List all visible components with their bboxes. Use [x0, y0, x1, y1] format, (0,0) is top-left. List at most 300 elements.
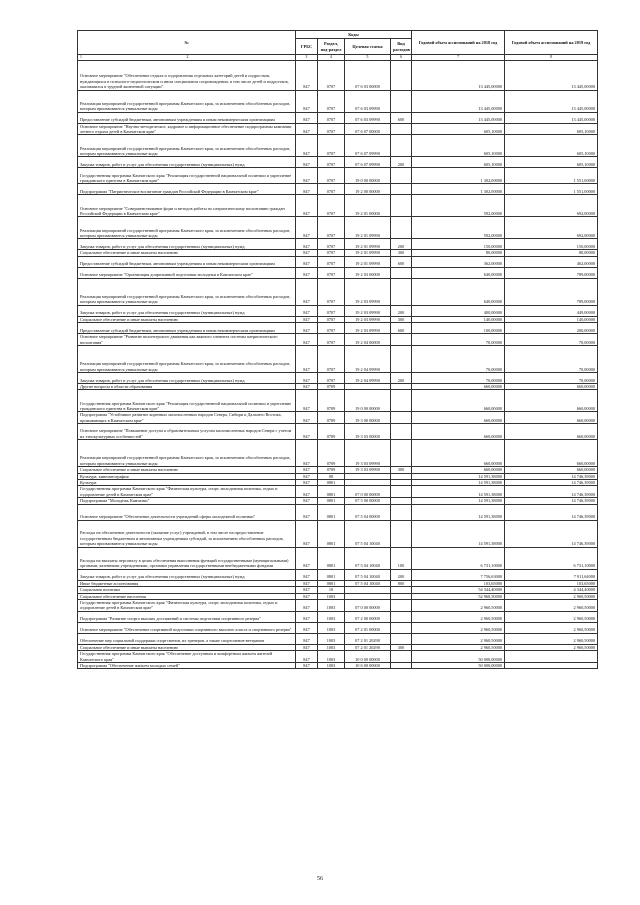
row-value-2019: 70,00000	[505, 334, 598, 346]
row-value-2019: 660,00000	[505, 467, 598, 473]
row-value-2018: 13 445,00000	[412, 112, 505, 123]
row-value-2018: 592,00000	[412, 217, 505, 239]
row-value-2019: 14 746,39000	[505, 498, 598, 504]
row-value-2018: 7 756,63000	[412, 569, 505, 580]
row-value-2019: 789,00000	[505, 278, 598, 305]
row-razdel: 0709	[318, 440, 345, 467]
row-csr: 07 6 07 09990	[345, 135, 391, 157]
budget-table	[77, 30, 598, 669]
row-value-2019	[505, 651, 598, 663]
row-grbs: 847	[296, 440, 318, 467]
document-page	[77, 30, 597, 669]
row-name: Культура, кинематография	[78, 473, 296, 479]
row-grbs: 847	[296, 217, 318, 239]
row-value-2019: 13 445,00000	[505, 90, 598, 112]
row-csr: 19 2 04 09990	[345, 373, 391, 384]
row-razdel: 0801	[318, 504, 345, 520]
row-razdel: 0709	[318, 467, 345, 473]
row-value-2018: 54 344,40000	[412, 587, 505, 593]
row-razdel: 0709	[318, 412, 345, 424]
row-name: Закупка товаров, работ и услуг для обеспечения государственных (муниципальных) нужд	[78, 305, 296, 316]
row-name: Социальное обеспечение и иные выплаты населению	[78, 644, 296, 650]
row-csr: 07 5 00 00000	[345, 498, 391, 504]
row-value-2018: 50 000,00000	[412, 651, 505, 663]
row-csr: 07 5 04 10040	[345, 569, 391, 580]
row-grbs: 847	[296, 480, 318, 486]
row-value-2019: 70,00000	[505, 373, 598, 384]
row-csr: 19 2 01 09990	[345, 217, 391, 239]
row-razdel: 0707	[318, 267, 345, 278]
row-csr: 19 2 03 09990	[345, 278, 391, 305]
row-value-2018: 605,10000	[412, 123, 505, 135]
table-row	[78, 239, 598, 250]
table-row	[78, 60, 598, 90]
row-grbs: 847	[296, 60, 318, 90]
column-index-cell: 4	[318, 55, 345, 61]
row-grbs: 847	[296, 90, 318, 112]
row-csr: 19 0 00 00000	[345, 390, 391, 412]
header-2018: Годовой объем ассигнований на 2018 год	[412, 31, 505, 55]
row-csr: 19 3 03 09990	[345, 440, 391, 467]
row-vr	[391, 334, 412, 346]
row-name: Закупка товаров, работ и услуг для обеспечения государственных (муниципальных) нужд	[78, 239, 296, 250]
row-value-2018: 640,00000	[412, 278, 505, 305]
page-number: 56	[317, 876, 323, 882]
row-name: Реализация мероприятий государственной программы Камчатского края, за исключением обособленных расходов, которым присваиваются уникальные коды	[78, 346, 296, 373]
header-2019: Годовой объем ассигнований на 2019 год	[505, 31, 598, 55]
row-value-2018: 1 302,00000	[412, 184, 505, 195]
row-grbs: 847	[296, 547, 318, 569]
row-grbs: 847	[296, 467, 318, 473]
row-vr	[391, 390, 412, 412]
row-value-2019: 200,00000	[505, 323, 598, 334]
row-grbs: 847	[296, 305, 318, 316]
row-vr	[391, 622, 412, 633]
row-razdel: 0707	[318, 60, 345, 90]
row-name: Основное мероприятие "Научно-методическое, кадровое и информационное обеспечение подпрограммы кампании летнего отдыха детей в Камчатском крае"	[78, 123, 296, 135]
row-grbs: 847	[296, 316, 318, 322]
row-value-2019: 2 960,50000	[505, 622, 598, 633]
row-grbs: 847	[296, 424, 318, 440]
row-name: Закупка товаров, работ и услуг для обеспечения государственных (муниципальных) нужд	[78, 569, 296, 580]
row-vr	[391, 424, 412, 440]
row-value-2018: 14 591,38000	[412, 520, 505, 547]
row-razdel: 0707	[318, 323, 345, 334]
table-row	[78, 486, 598, 498]
row-grbs: 847	[296, 323, 318, 334]
row-value-2018: 660,00000	[412, 424, 505, 440]
column-index-label: 1	[80, 55, 82, 59]
row-value-2018: 640,00000	[412, 267, 505, 278]
row-razdel: 0707	[318, 256, 345, 267]
row-razdel: 0707	[318, 184, 345, 195]
row-name: Другие вопросы в области образования	[78, 384, 296, 390]
header-num: №	[78, 31, 296, 55]
row-value-2018: 1 302,00000	[412, 168, 505, 184]
row-vr	[391, 195, 412, 217]
row-razdel: 0709	[318, 384, 345, 390]
row-csr: 07 2 00 00000	[345, 611, 391, 622]
row-name: Реализация мероприятий государственной программы Камчатского края, за исключением обособленных расходов, которым присваиваются уникальные коды	[78, 90, 296, 112]
row-name: Основное мероприятие "Повышение доступа к образовательным услугам малочисленных народов Севера с учетом их этнокультурных особенностей"	[78, 424, 296, 440]
row-vr: 300	[391, 250, 412, 256]
row-value-2019: 14 746,39000	[505, 480, 598, 486]
row-vr: 200	[391, 157, 412, 168]
row-vr	[391, 504, 412, 520]
table-row	[78, 373, 598, 384]
row-value-2018: 605,10000	[412, 135, 505, 157]
row-grbs: 847	[296, 569, 318, 580]
row-razdel: 0707	[318, 305, 345, 316]
row-vr	[391, 662, 412, 668]
row-name: Закупка товаров, работ и услуг для обеспечения государственных (муниципальных) нужд	[78, 157, 296, 168]
row-name: Предоставление субсидий бюджетным, автономным учреждениям и иным некоммерческим организациям	[78, 256, 296, 267]
row-grbs: 847	[296, 334, 318, 346]
row-value-2018: 13 445,00000	[412, 60, 505, 90]
row-name: Подпрограмма "Обеспечение жильем молодых семей"	[78, 662, 296, 668]
column-index-label: 2	[186, 55, 189, 59]
row-name: Государственная программа Камчатского края "Физическая культура, спорт, молодежная политика, отдых и оздоровление детей в Камчатском крае"	[78, 599, 296, 611]
row-razdel: 0707	[318, 278, 345, 305]
row-csr: 10 0 00 00000	[345, 651, 391, 663]
row-razdel: 0707	[318, 112, 345, 123]
row-csr: 07 5 04 10040	[345, 520, 391, 547]
row-value-2018: 660,00000	[412, 440, 505, 467]
row-grbs: 847	[296, 498, 318, 504]
row-grbs: 847	[296, 662, 318, 668]
table-row	[78, 569, 598, 580]
header-grbs: ГРБС	[296, 39, 318, 55]
row-vr	[391, 135, 412, 157]
table-row	[78, 123, 598, 135]
row-grbs: 847	[296, 644, 318, 650]
table-row	[78, 278, 598, 305]
column-index-cell: 8	[505, 55, 598, 61]
table-row	[78, 412, 598, 424]
row-value-2019: 70,00000	[505, 346, 598, 373]
row-vr: 300	[391, 467, 412, 473]
table-row	[78, 217, 598, 239]
table-row	[78, 504, 598, 520]
row-csr: 07 6 07 00000	[345, 123, 391, 135]
row-vr: 200	[391, 239, 412, 250]
row-value-2018: 2 960,50000	[412, 644, 505, 650]
row-value-2019: 462,00000	[505, 256, 598, 267]
row-grbs: 847	[296, 473, 318, 479]
row-value-2018: 2 960,50000	[412, 599, 505, 611]
row-value-2019: 4 344,40000	[505, 587, 598, 593]
row-value-2018: 70,00000	[412, 346, 505, 373]
row-value-2019: 692,00000	[505, 217, 598, 239]
row-razdel: 0707	[318, 316, 345, 322]
row-razdel: 0707	[318, 250, 345, 256]
row-razdel: 0801	[318, 486, 345, 498]
row-razdel: 0707	[318, 217, 345, 239]
row-grbs: 847	[296, 239, 318, 250]
row-name: Основное мероприятие "Совершенствование форм и методов работы по патриотическому воспитанию граждан Российской Федерации в Камчатском крае"	[78, 195, 296, 217]
row-name: Подпрограмма "Патриотическое воспитание граждан Российской Федерации в Камчатском крае"	[78, 184, 296, 195]
row-name: Основное мероприятие "Обеспечение спортивной подготовки спортивного высшего класса и спортивного резерва"	[78, 622, 296, 633]
row-razdel: 1003	[318, 622, 345, 633]
table-row	[78, 622, 598, 633]
row-vr	[391, 486, 412, 498]
row-grbs: 847	[296, 587, 318, 593]
row-value-2019: 660,00000	[505, 424, 598, 440]
row-razdel: 1003	[318, 662, 345, 668]
row-grbs: 847	[296, 346, 318, 373]
row-value-2018: 70,00000	[412, 334, 505, 346]
table-body	[78, 60, 598, 669]
row-vr	[391, 651, 412, 663]
row-value-2018: 70,00000	[412, 373, 505, 384]
row-value-2018: 660,00000	[412, 390, 505, 412]
row-name: Предоставление субсидий бюджетным, автономным учреждениям и иным некоммерческим организациям	[78, 112, 296, 123]
row-vr	[391, 60, 412, 90]
row-name: Реализация мероприятий государственной программы Камчатского края, за исключением обособленных расходов, которым присваиваются уникальные коды	[78, 440, 296, 467]
row-vr	[391, 346, 412, 373]
row-grbs: 847	[296, 633, 318, 644]
row-value-2019: 605,10000	[505, 135, 598, 157]
table-row	[78, 184, 598, 195]
row-csr: 19 2 03 09990	[345, 316, 391, 322]
row-csr: 19 3 03 00000	[345, 424, 391, 440]
row-razdel: 0709	[318, 424, 345, 440]
row-name: Социальное обеспечение и иные выплаты населению	[78, 467, 296, 473]
header-razdel: Раздел, под-раздел	[318, 39, 345, 55]
row-name: Социальное обеспечение населения	[78, 593, 296, 599]
row-value-2018: 14 591,38000	[412, 473, 505, 479]
row-razdel: 0707	[318, 346, 345, 373]
row-csr: 19 2 01 09990	[345, 256, 391, 267]
table-row	[78, 633, 598, 644]
table-row	[78, 599, 598, 611]
row-grbs: 847	[296, 168, 318, 184]
row-csr: 19 3 00 00000	[345, 412, 391, 424]
row-name: Иные бюджетные ассигнования	[78, 580, 296, 586]
row-name: Социальное обеспечение и иные выплаты населению	[78, 250, 296, 256]
row-value-2019: 150,00000	[505, 239, 598, 250]
row-vr: 600	[391, 112, 412, 123]
row-razdel: 0707	[318, 90, 345, 112]
row-grbs: 847	[296, 622, 318, 633]
row-vr	[391, 278, 412, 305]
row-value-2019: 2 960,50000	[505, 611, 598, 622]
row-grbs: 847	[296, 256, 318, 267]
row-value-2019: 1 551,00000	[505, 184, 598, 195]
row-csr: 07 2 01 20290	[345, 644, 391, 650]
row-value-2018: 400,00000	[412, 305, 505, 316]
row-grbs: 847	[296, 384, 318, 390]
table-row	[78, 611, 598, 622]
row-grbs: 847	[296, 593, 318, 599]
row-value-2019: 692,00000	[505, 195, 598, 217]
row-csr: 19 2 04 09990	[345, 346, 391, 373]
row-value-2019: 103,65000	[505, 580, 598, 586]
row-name: Основное мероприятие "Организация допризывной подготовки молодежи в Камчатском крае"	[78, 267, 296, 278]
table-row	[78, 90, 598, 112]
row-value-2019: 605,10000	[505, 123, 598, 135]
row-value-2019: 2 960,50000	[505, 633, 598, 644]
row-csr: 19 2 03 00000	[345, 267, 391, 278]
table-row	[78, 157, 598, 168]
row-csr: 19 2 00 00000	[345, 184, 391, 195]
row-value-2018: 150,00000	[412, 239, 505, 250]
row-vr	[391, 412, 412, 424]
row-grbs: 847	[296, 135, 318, 157]
row-value-2019: 14 746,39000	[505, 504, 598, 520]
table-row	[78, 334, 598, 346]
table-row	[78, 662, 598, 668]
row-value-2019: 660,00000	[505, 440, 598, 467]
row-csr: 07 6 03 00000	[345, 60, 391, 90]
row-csr: 07 0 00 00000	[345, 599, 391, 611]
row-razdel: 0707	[318, 157, 345, 168]
header-csr: Целевая статья	[345, 39, 391, 55]
table-row	[78, 195, 598, 217]
row-razdel: 0801	[318, 498, 345, 504]
row-value-2019: 6 731,10000	[505, 547, 598, 569]
row-name: Государственная программа Камчатского края "Реализация государственной национальной политики и укрепление гражданского единства в Камчатском крае"	[78, 168, 296, 184]
row-value-2018: 103,65000	[412, 580, 505, 586]
row-vr	[391, 217, 412, 239]
column-index-cell: 6	[391, 55, 412, 61]
row-value-2019: 605,10000	[505, 157, 598, 168]
row-csr: 19 2 04 00000	[345, 334, 391, 346]
row-grbs: 847	[296, 123, 318, 135]
row-name: Основное мероприятие "Обеспечение отдыха и оздоровления отдельных категорий детей и подростков, нуждающихся в психолого-педагогическом и ином специальном сопровождении, в том числе детей и подростков, оказавшихся в трудной жизненной ситуации"	[78, 60, 296, 90]
column-index-cell: 7	[412, 55, 505, 61]
row-csr: 07 2 01 00000	[345, 622, 391, 633]
row-value-2018: 660,00000	[412, 412, 505, 424]
row-vr	[391, 267, 412, 278]
row-grbs: 847	[296, 112, 318, 123]
row-vr	[391, 168, 412, 184]
row-name: Социальное обеспечение и иные выплаты населению	[78, 316, 296, 322]
row-value-2018: 13 445,00000	[412, 90, 505, 112]
row-razdel: 0707	[318, 123, 345, 135]
row-value-2018: 140,00000	[412, 316, 505, 322]
row-csr: 19 2 01 09990	[345, 239, 391, 250]
row-vr	[391, 90, 412, 112]
row-value-2019	[505, 662, 598, 668]
row-razdel: 0707	[318, 334, 345, 346]
row-value-2019: 660,00000	[505, 412, 598, 424]
row-name: Обеспечение мер социальной поддержки спортсменов, их тренеров, а также спортсменов-ветеранов	[78, 633, 296, 644]
row-value-2018: 14 591,38000	[412, 486, 505, 498]
row-name: Расходы на обеспечение деятельности (оказание услуг) учреждений, в том числе на предоставление государственным бюджетным и автономным учреждениям субсидий, за исключением обособленных расходов, которым присваиваются уникальные коды	[78, 520, 296, 547]
row-vr: 600	[391, 256, 412, 267]
row-value-2019: 2 960,50000	[505, 593, 598, 599]
row-razdel: 0801	[318, 480, 345, 486]
row-value-2018: 80,00000	[412, 250, 505, 256]
row-value-2019: 7 911,64000	[505, 569, 598, 580]
row-value-2019: 2 960,50000	[505, 644, 598, 650]
row-csr: 19 2 03 09990	[345, 305, 391, 316]
row-grbs: 847	[296, 520, 318, 547]
table-row	[78, 323, 598, 334]
row-vr: 300	[391, 644, 412, 650]
row-razdel: 0801	[318, 520, 345, 547]
row-name: Государственная программа Камчатского края "Обеспечение доступным и комфортным жильем жителей Камчатского края"	[78, 651, 296, 663]
row-grbs: 847	[296, 390, 318, 412]
row-razdel: 0801	[318, 569, 345, 580]
row-value-2019: 660,00000	[505, 390, 598, 412]
row-razdel: 1003	[318, 633, 345, 644]
row-value-2019: 140,00000	[505, 316, 598, 322]
row-vr: 200	[391, 305, 412, 316]
row-csr: 07 5 04 00000	[345, 504, 391, 520]
row-grbs: 847	[296, 651, 318, 663]
row-csr: 19 2 01 09990	[345, 250, 391, 256]
table-row	[78, 651, 598, 663]
row-value-2018: 2 960,50000	[412, 633, 505, 644]
row-value-2018: 52 960,50000	[412, 593, 505, 599]
row-razdel: 0709	[318, 390, 345, 412]
header-codes: Коды	[296, 31, 412, 39]
row-grbs: 847	[296, 157, 318, 168]
row-csr: 07 6 07 09990	[345, 157, 391, 168]
row-name: Основное мероприятие "Развитие волонтерского движения как важного элемента системы патриотического воспитания"	[78, 334, 296, 346]
table-row	[78, 267, 598, 278]
row-csr: 10 6 00 00000	[345, 662, 391, 668]
row-razdel: 0801	[318, 547, 345, 569]
table-row	[78, 168, 598, 184]
row-grbs: 847	[296, 184, 318, 195]
row-value-2019: 14 746,39000	[505, 520, 598, 547]
row-razdel: 10	[318, 587, 345, 593]
row-name: Подпрограмма "Молодежь Камчатки"	[78, 498, 296, 504]
row-grbs: 847	[296, 486, 318, 498]
row-grbs: 847	[296, 412, 318, 424]
row-value-2019: 13 445,00000	[505, 60, 598, 90]
row-razdel: 1003	[318, 611, 345, 622]
row-vr: 200	[391, 569, 412, 580]
row-value-2018: 6 731,10000	[412, 547, 505, 569]
row-name: Социальная политика	[78, 587, 296, 593]
column-index-cell: 5	[345, 55, 391, 61]
row-value-2019: 13 445,00000	[505, 112, 598, 123]
row-grbs: 847	[296, 504, 318, 520]
row-csr: 07 5 04 10040	[345, 547, 391, 569]
row-razdel: 0707	[318, 135, 345, 157]
row-vr: 100	[391, 547, 412, 569]
row-name: Государственная программа Камчатского края "Реализация государственной национальной политики и укрепление гражданского единства в Камчатском крае"	[78, 390, 296, 412]
row-value-2018: 100,00000	[412, 323, 505, 334]
row-vr: 300	[391, 316, 412, 322]
row-vr	[391, 599, 412, 611]
row-vr: 800	[391, 580, 412, 586]
row-value-2019: 80,00000	[505, 250, 598, 256]
row-name: Государственная программа Камчатского края "Физическая культура, спорт, молодежная политика, отдых и оздоровление детей в Камчатском крае"	[78, 486, 296, 498]
row-value-2018: 362,00000	[412, 256, 505, 267]
row-name: Реализация мероприятий государственной программы Камчатского края, за исключением обособленных расходов, которым присваиваются уникальные коды	[78, 217, 296, 239]
row-grbs: 847	[296, 195, 318, 217]
row-vr	[391, 123, 412, 135]
table-row	[78, 305, 598, 316]
row-value-2018: 14 591,38000	[412, 480, 505, 486]
row-vr	[391, 633, 412, 644]
row-csr: 07 6 03 09990	[345, 90, 391, 112]
row-value-2019: 14 746,39000	[505, 486, 598, 498]
row-value-2018: 605,10000	[412, 157, 505, 168]
row-razdel: 1003	[318, 593, 345, 599]
row-vr	[391, 440, 412, 467]
row-name: Предоставление субсидий бюджетным, автономным учреждениям и иным некоммерческим организациям	[78, 323, 296, 334]
row-value-2018: 660,00000	[412, 384, 505, 390]
row-name: Реализация мероприятий государственной программы Камчатского края, за исключением обособленных расходов, которым присваиваются уникальные коды	[78, 278, 296, 305]
row-grbs: 847	[296, 611, 318, 622]
table-row	[78, 112, 598, 123]
